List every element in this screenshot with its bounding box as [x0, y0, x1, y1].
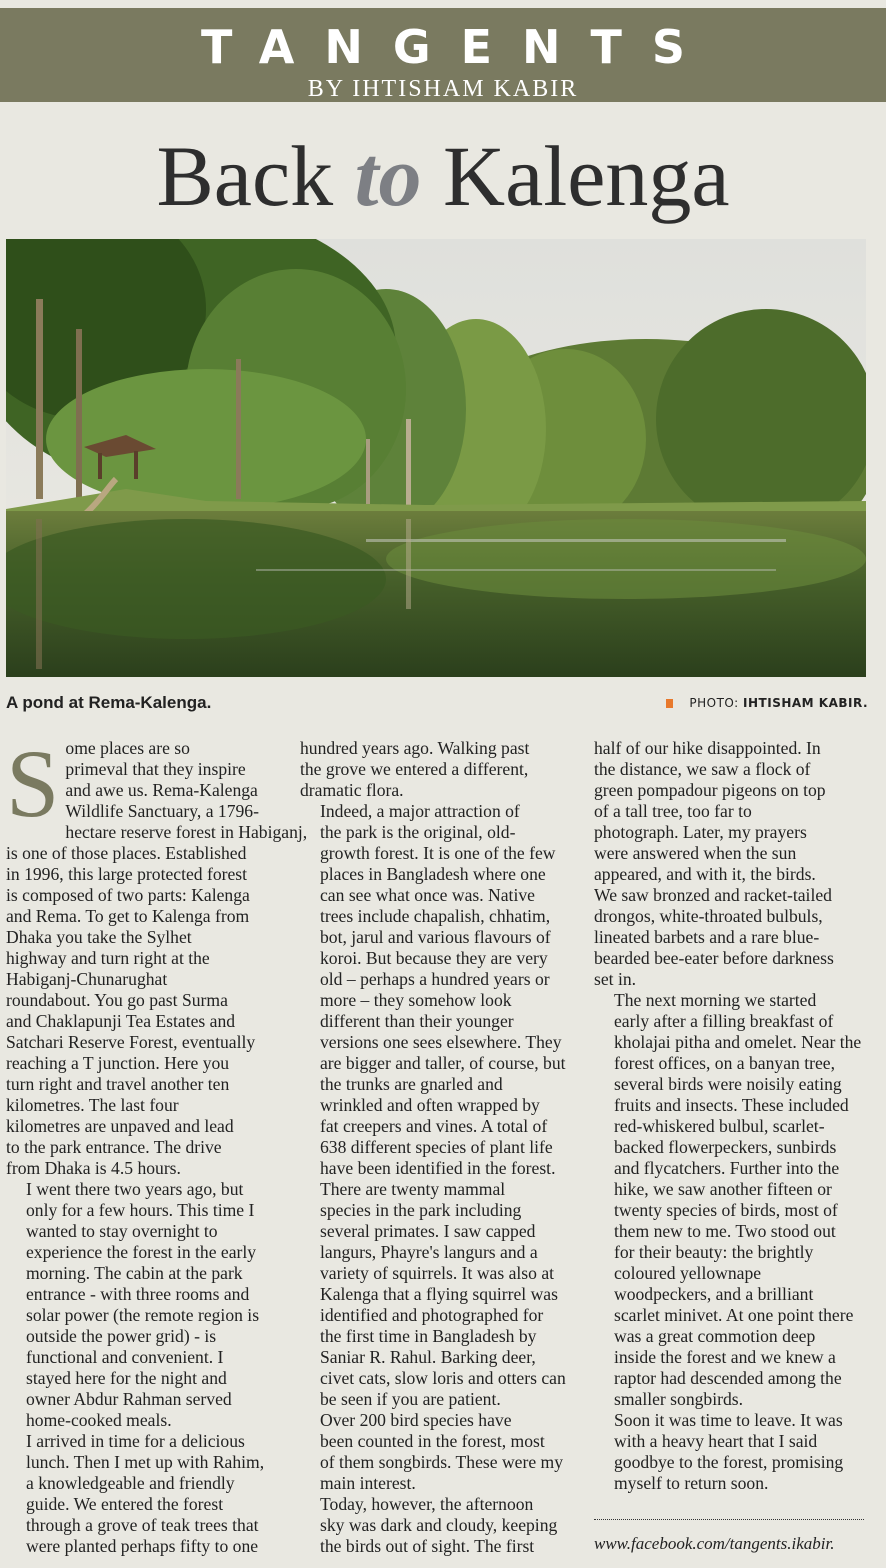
- text-line: early after a filling breakfast of: [614, 1011, 834, 1031]
- text-line: the distance, we saw a flock of: [594, 759, 811, 779]
- text-line: kholajai pitha and omelet. Near the: [614, 1032, 862, 1052]
- column-3-paragraphs: [594, 738, 870, 1494]
- text-line: entrance - with three rooms and: [26, 1284, 250, 1304]
- text-line: drongos, white-throated bulbuls,: [594, 906, 823, 926]
- article-paragraph: [594, 990, 870, 1410]
- headline-part1: Back: [156, 128, 355, 224]
- text-line: were answered when the sun: [594, 843, 797, 863]
- text-line: several birds were noisily eating: [614, 1074, 842, 1094]
- text-line: home-cooked meals.: [26, 1410, 172, 1430]
- credit-name: IHTISHAM KABIR.: [743, 696, 868, 710]
- text-line: fruits and insects. These included: [614, 1095, 849, 1115]
- text-line: Saniar R. Rahul. Barking deer,: [320, 1347, 536, 1367]
- text-line: main interest.: [320, 1473, 416, 1493]
- text-line: of them songbirds. These were my: [320, 1452, 564, 1472]
- text-line: coloured yellownape: [614, 1263, 762, 1283]
- text-line: only for a few hours. This time I: [26, 1200, 255, 1220]
- facebook-link[interactable]: www.facebook.com/tangents.ikabir.: [594, 1534, 835, 1553]
- text-line: turn right and travel another ten: [6, 1074, 230, 1094]
- text-line: inside the forest and we knew a: [614, 1347, 836, 1367]
- text-line: Kalenga that a flying squirrel was: [320, 1284, 558, 1304]
- text-line: hectare reserve forest in Habiganj,: [65, 822, 308, 842]
- photo-caption: A pond at Rema-Kalenga.: [6, 693, 212, 712]
- text-line: scarlet minivet. At one point there: [614, 1305, 854, 1325]
- column-2-paragraphs: [300, 738, 576, 1557]
- text-line: 638 different species of plant life: [320, 1137, 553, 1157]
- article-paragraph: [300, 1410, 576, 1494]
- text-line: Dhaka you take the Sylhet: [6, 927, 192, 947]
- text-line: myself to return soon.: [614, 1473, 769, 1493]
- text-line: variety of squirrels. It was also at: [320, 1263, 555, 1283]
- text-line: and flycatchers. Further into the: [614, 1158, 840, 1178]
- byline: BY IHTISHAM KABIR: [307, 76, 579, 102]
- text-line: experience the forest in the early: [26, 1242, 257, 1262]
- text-line: in 1996, this large protected forest: [6, 864, 248, 884]
- text-line: ome places are so: [65, 738, 190, 758]
- text-line: Soon it was time to leave. It was: [614, 1410, 843, 1430]
- text-line: sky was dark and cloudy, keeping: [320, 1515, 558, 1535]
- text-line: smaller songbirds.: [614, 1389, 744, 1409]
- pond-forest-illustration: [6, 239, 866, 677]
- text-line: was a great commotion deep: [614, 1326, 816, 1346]
- credit-label: PHOTO:: [689, 696, 744, 710]
- text-line: functional and convenient. I: [26, 1347, 224, 1367]
- text-line: backed flowerpeckers, sunbirds: [614, 1137, 837, 1157]
- text-line: owner Abdur Rahman served: [26, 1389, 232, 1409]
- text-line: be seen if you are patient.: [320, 1389, 501, 1409]
- text-line: We saw bronzed and racket-tailed: [594, 885, 832, 905]
- article-column-3: [594, 738, 870, 1494]
- text-line: hike, we saw another fifteen or: [614, 1179, 832, 1199]
- text-line: lineated barbets and a rare blue-: [594, 927, 820, 947]
- text-line: Today, however, the afternoon: [320, 1494, 534, 1514]
- column-title: TANGENTS: [200, 20, 716, 74]
- masthead-banner: [0, 8, 886, 102]
- article-paragraph: [6, 1179, 276, 1431]
- text-line: stayed here for the night and: [26, 1368, 227, 1388]
- text-line: several primates. I saw capped: [320, 1221, 536, 1241]
- text-line: langurs, Phayre's langurs and a: [320, 1242, 538, 1262]
- text-line: identified and photographed for: [320, 1305, 544, 1325]
- text-line: set in.: [594, 969, 637, 989]
- text-line: Indeed, a major attraction of: [320, 801, 520, 821]
- text-line: wrinkled and often wrapped by: [320, 1095, 540, 1115]
- text-line: have been identified in the forest.: [320, 1158, 556, 1178]
- article-paragraph: [300, 801, 576, 1179]
- text-line: kilometres are unpaved and lead: [6, 1116, 234, 1136]
- text-line: the first time in Bangladesh by: [320, 1326, 537, 1346]
- text-line: The next morning we started: [614, 990, 817, 1010]
- text-line: places in Bangladesh where one: [320, 864, 546, 884]
- text-line: through a grove of teak trees that: [26, 1515, 259, 1535]
- text-line: civet cats, slow loris and otters can: [320, 1368, 566, 1388]
- headline-part2: to: [354, 128, 422, 224]
- credit-bullet-icon: [666, 699, 673, 708]
- text-line: from Dhaka is 4.5 hours.: [6, 1158, 181, 1178]
- text-line: I arrived in time for a delicious: [26, 1431, 245, 1451]
- article-paragraph: [594, 738, 870, 990]
- text-line: of a tall tree, too far to: [594, 801, 752, 821]
- article-paragraph: [594, 1410, 870, 1494]
- text-line: outside the power grid) - is: [26, 1326, 217, 1346]
- text-line: appeared, and with it, the birds.: [594, 864, 816, 884]
- text-line: Satchari Reserve Forest, eventually: [6, 1032, 256, 1052]
- text-line: and Rema. To get to Kalenga from: [6, 906, 250, 926]
- text-line: dramatic flora.: [300, 780, 404, 800]
- text-line: twenty species of birds, most of: [614, 1200, 838, 1220]
- text-line: reaching a T junction. Here you: [6, 1053, 230, 1073]
- text-line: species in the park including: [320, 1200, 522, 1220]
- article-column-1: [6, 730, 308, 1557]
- text-line: half of our hike disappointed. In: [594, 738, 821, 758]
- text-line: Wildlife Sanctuary, a 1796-: [65, 801, 259, 821]
- text-line: morning. The cabin at the park: [26, 1263, 243, 1283]
- text-line: a knowledgeable and friendly: [26, 1473, 235, 1493]
- text-line: wanted to stay overnight to: [26, 1221, 218, 1241]
- article-column-2: [300, 738, 576, 1557]
- text-line: growth forest. It is one of the few: [320, 843, 556, 863]
- article-paragraph: [6, 1431, 276, 1557]
- text-line: hundred years ago. Walking past: [300, 738, 530, 758]
- text-line: old – perhaps a hundred years or: [320, 969, 550, 989]
- text-line: fat creepers and vines. A total of: [320, 1116, 548, 1136]
- text-line: solar power (the remote region is: [26, 1305, 260, 1325]
- text-line: red-whiskered bulbul, scarlet-: [614, 1116, 825, 1136]
- text-line: the trunks are gnarled and: [320, 1074, 503, 1094]
- text-line: the birds out of sight. The first: [320, 1536, 535, 1556]
- text-line: green pompadour pigeons on top: [594, 780, 826, 800]
- text-line: highway and turn right at the: [6, 948, 210, 968]
- text-line: Habiganj-Chunarughat: [6, 969, 168, 989]
- text-line: primeval that they inspire: [65, 759, 246, 779]
- text-line: is one of those places. Established: [6, 843, 247, 863]
- text-line: photograph. Later, my prayers: [594, 822, 807, 842]
- text-line: I went there two years ago, but: [26, 1179, 244, 1199]
- text-line: trees include chapalish, chhatim,: [320, 906, 551, 926]
- text-line: goodbye to the forest, promising: [614, 1452, 844, 1472]
- text-line: more – they somehow look: [320, 990, 512, 1010]
- text-line: and Chaklapunji Tea Estates and: [6, 1011, 236, 1031]
- column-1-paragraphs: [6, 730, 308, 1557]
- text-line: is composed of two parts: Kalenga: [6, 885, 250, 905]
- article-paragraph: [300, 1494, 576, 1557]
- headline-part3: Kalenga: [421, 128, 730, 224]
- article-photo: [6, 239, 866, 677]
- text-line: bearded bee-eater before darkness: [594, 948, 834, 968]
- text-line: were planted perhaps fifty to one: [26, 1536, 259, 1556]
- text-line: different than their younger: [320, 1011, 514, 1031]
- headline: [0, 128, 886, 224]
- text-line: roundabout. You go past Surma: [6, 990, 228, 1010]
- article-paragraph: [300, 1179, 576, 1410]
- text-line: can see what once was. Native: [320, 885, 535, 905]
- text-line: been counted in the forest, most: [320, 1431, 545, 1451]
- text-line: bot, jarul and various flavours of: [320, 927, 551, 947]
- text-line: the park is the original, old-: [320, 822, 516, 842]
- text-line: the grove we entered a different,: [300, 759, 529, 779]
- footer-divider: [594, 1519, 864, 1520]
- text-line: them new to me. Two stood out: [614, 1221, 836, 1241]
- text-line: lunch. Then I met up with Rahim,: [26, 1452, 265, 1472]
- text-line: woodpeckers, and a brilliant: [614, 1284, 814, 1304]
- drop-cap: S: [6, 730, 60, 837]
- text-line: forest offices, on a banyan tree,: [614, 1053, 835, 1073]
- text-line: raptor had descended among the: [614, 1368, 842, 1388]
- text-line: guide. We entered the forest: [26, 1494, 224, 1514]
- text-line: with a heavy heart that I said: [614, 1431, 818, 1451]
- text-line: kilometres. The last four: [6, 1095, 179, 1115]
- text-line: koroi. But because they are very: [320, 948, 548, 968]
- text-line: Over 200 bird species have: [320, 1410, 512, 1430]
- text-line: and awe us. Rema-Kalenga: [65, 780, 258, 800]
- article-paragraph: [300, 738, 576, 801]
- text-line: are bigger and taller, of course, but: [320, 1053, 566, 1073]
- text-line: versions one sees elsewhere. They: [320, 1032, 562, 1052]
- photo-credit: [666, 696, 868, 710]
- text-line: There are twenty mammal: [320, 1179, 506, 1199]
- text-line: for their beauty: the brightly: [614, 1242, 814, 1262]
- text-line: to the park entrance. The drive: [6, 1137, 222, 1157]
